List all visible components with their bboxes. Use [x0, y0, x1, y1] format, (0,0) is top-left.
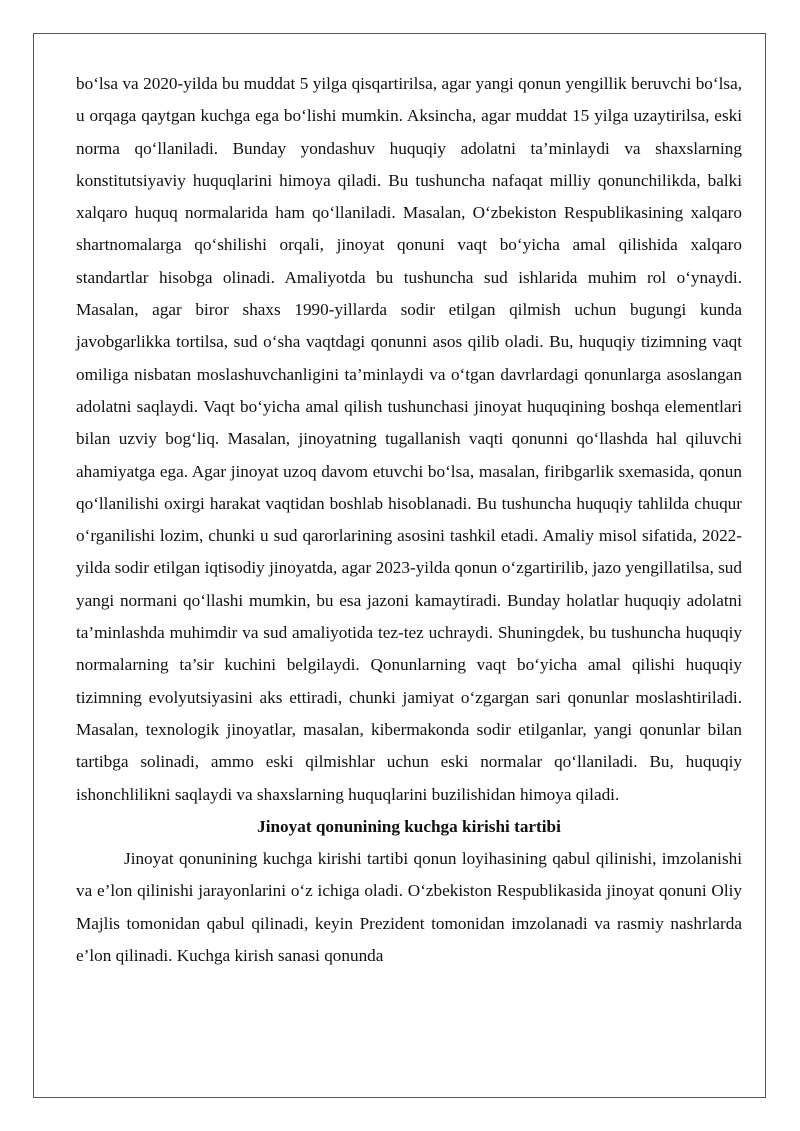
body-paragraph-2: Jinoyat qonunining kuchga kirishi tartibi qonun loyihasining qabul qilinishi, imzolanishi va e’lon qilinishi jarayonlarini o‘z ichiga oladi. O‘zbekiston Respublikasida jinoyat qonuni Oliy Majlis tomonidan qabul qilinadi, keyin Prezident tomonidan imzolanadi va rasmiy nashrlarda e’lon qilinadi. Kuchga kirish sanasi qonunda [76, 849, 742, 966]
section-heading: Jinoyat qonunining kuchga kirishi tartibi [257, 816, 561, 836]
document-body [76, 68, 742, 972]
body-paragraph: bo‘lsa va 2020-yilda bu muddat 5 yilga qisqartirilsa, agar yangi qonun yengillik beruvchi bo‘lsa, u orqaga qaytgan kuchga ega bo‘lishi mumkin. Aksincha, agar muddat 15 yilga uzaytirilsa, eski norma qo‘llaniladi. Bunday yondashuv huquqiy adolatni ta’minlaydi va shaxslarning konstitutsiyaviy huquqlarini himoya qiladi. Bu tushuncha nafaqat milliy qonunchilikda, balki xalqaro huquq normalarida ham qo‘llaniladi. Masalan, O‘zbekiston Respublikasining xalqaro shartnomalarga qo‘shilishi orqali, jinoyat qonuni vaqt bo‘yicha amal qilishida xalqaro standartlar hisobga olinadi. Amaliyotda bu tushuncha sud ishlarida muhim rol o‘ynaydi. Masalan, agar biror shaxs 1990-yillarda sodir etilgan qilmish uchun bugungi kunda javobgarlikka tortilsa, sud o‘sha vaqtdagi qonunni asos qilib oladi. Bu, huquqiy tizimning vaqt omiliga nisbatan moslashuvchanligini ta’minlaydi va o‘tgan davrlardagi qonunlarga asoslangan adolatni saqlaydi. Vaqt bo‘yicha amal qilish tushunchasi jinoyat huquqining boshqa elementlari bilan uzviy bog‘liq. Masalan, jinoyatning tugallanish vaqti qonunni qo‘llashda hal qiluvchi ahamiyatga ega. Agar jinoyat uzoq davom etuvchi bo‘lsa, masalan, firibgarlik sxemasida, qonun qo‘llanilishi oxirgi harakat vaqtidan boshlab hisoblanadi. Bu tushuncha huquqiy tahlilda chuqur o‘rganilishi lozim, chunki u sud qarorlarining asosini tashkil etadi. Amaliy misol sifatida, 2022-yilda sodir etilgan iqtisodiy jinoyatda, agar 2023-yilda qonun o‘zgartirilib, jazo yengillatilsa, sud yangi normani qo‘llashi mumkin, bu esa jazoni kamaytiradi. Bunday holatlar huquqiy adolatni ta’minlashda muhimdir va sud amaliyotida tez-tez uchraydi. Shuningdek, bu tushuncha huquqiy normalarning ta’sir kuchini belgilaydi. Qonunlarning vaqt bo‘yicha amal qilishi huquqiy tizimning evolyutsiyasini aks ettiradi, chunki jamiyat o‘zgargan sari qonunlar moslashtiriladi. Masalan, texnologik jinoyatlar, masalan, kibermakonda sodir etilganlar, yangi qonunlar bilan tartibga solinadi, ammo eski qilmishlar uchun eski normalar qo‘llaniladi. Bu, huquqiy ishonchlilikni saqlaydi va shaxslarning huquqlarini buzilishidan himoya qiladi. [76, 74, 742, 804]
